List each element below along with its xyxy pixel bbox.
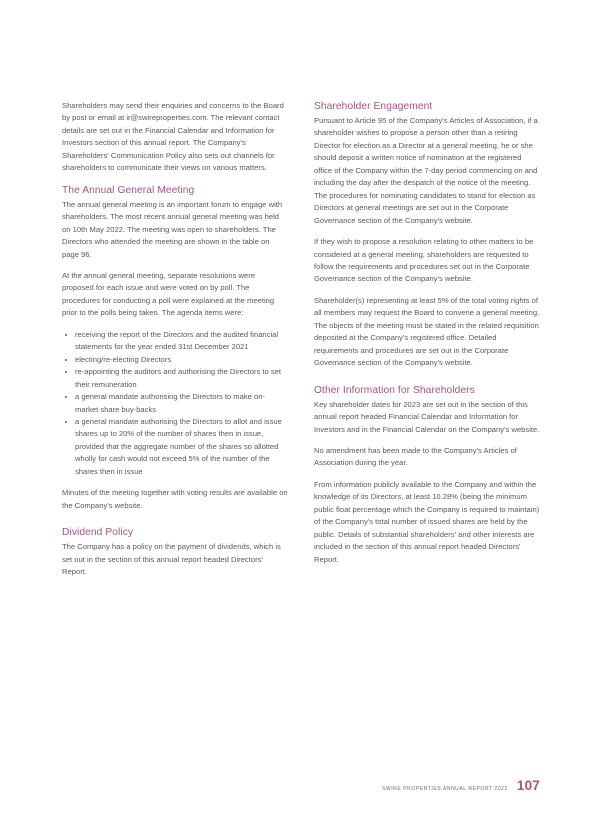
list-item: re-appointing the auditors and authorising the Directors to set their remuneration [62,366,288,391]
page-footer [382,779,540,793]
left-column [62,100,288,579]
list-item: a general mandate authorising the Directors to allot and issue shares up to 20% of the number of shares then in issue, provided that the aggregate number of the shares so allotted wholly for cash would not exceed 5% of the number of the shares then in issue [62,416,288,478]
heading-dividend-policy: Dividend Policy [62,527,134,539]
agm-paragraph-3: Minutes of the meeting together with voting results are available on the Company's website. [62,488,288,510]
heading-annual-general-meeting: The Annual General Meeting [62,184,195,196]
footer-report-label: SWIRE PROPERTIES ANNUAL REPORT 2022 [382,785,508,792]
heading-other-information-for-shareholders: Other Information for Shareholders [314,384,475,396]
other-information-paragraph-2: No amendment has been made to the Company's Articles of Association during the year. [314,445,517,468]
dividend-policy-paragraph-1: The Company has a policy on the payment of dividends, which is set out in the section of this annual report headed Directors' Report. [62,542,281,577]
shareholder-engagement-paragraph-1: Pursuant to Article 95 of the Company's Articles of Association, if a shareholder wishes to propose a person other than a retiring Director for election as a Director at a general meeting, he or she should deposit a written notice of nomination at the registered office of the Company within the 7-day period commencing on and including the day after the despatch of the notice of the meeting. The procedures for nominating candidates to stand for election as Directors at general meetings are set out in the Corporate Governance section of the Company's website. [314,116,538,225]
other-information-paragraph-3: From information publicly available to the Company and within the knowledge of its Directors, at least 10.28% (being the minimum public float percentage which the Company is required to maintain) of the Company's total number of issued shares are held by the public. Details of substantial shareholders' and other interests are included in the section of this annual report headed Directors' Report. [314,479,540,564]
shareholder-engagement-paragraph-2: If they wish to propose a resolution relating to other matters to be considered at a general meeting, shareholders are requested to follow the requirements and procedures set out in the Corporate Governance section of the Company's website. [314,237,534,284]
shareholder-enquiries-paragraph: Shareholders may send their enquiries and concerns to the Board by post or email at ir@swireproperties.com. The relevant contact details are set out in the Financial Calendar and Information for Investors section of this annual report. The Company's Shareholders' Communication Policy also sets out channels for shareholders to communicate their views on various matters. [62,101,284,173]
list-item: electing/re-electing Directors [62,354,288,366]
page-content [62,100,540,579]
list-item: a general mandate authorising the Directors to make on-market share buy-backs [62,391,288,416]
agm-paragraph-2: At the annual general meeting, separate resolutions were proposed for each issue and were voted on by poll. The procedures for conducting a poll were explained at the meeting prior to the polls being taken. The agenda items were: [62,270,275,318]
list-item: receiving the report of the Directors and the audited financial statements for the year ended 31st December 2021 [62,329,288,354]
other-information-paragraph-1: Key shareholder dates for 2023 are set out in the section of this annual report headed Financial Calendar and Information for Investors and in the Financial Calendar on the Company's website. [314,399,540,434]
heading-shareholder-engagement: Shareholder Engagement [314,101,433,112]
agm-agenda-list [62,329,288,478]
shareholder-engagement-paragraph-3: Shareholder(s) representing at least 5% of the total voting rights of all members may request the Board to convene a general meeting. The objects of the meeting must be stated in the related requisition deposited at the Company's registered office. Detailed requirements and procedures are set out in the Corporate Governance section of the Company's website. [314,295,540,368]
right-column [314,100,540,566]
page-number: 107 [516,777,540,793]
agm-paragraph-1: The annual general meeting is an important forum to engage with shareholders. The most recent annual general meeting was held on 10th May 2022. The meeting was open to shareholders. The Directors who attended the meeting are shown in the table on page 96. [62,199,283,259]
